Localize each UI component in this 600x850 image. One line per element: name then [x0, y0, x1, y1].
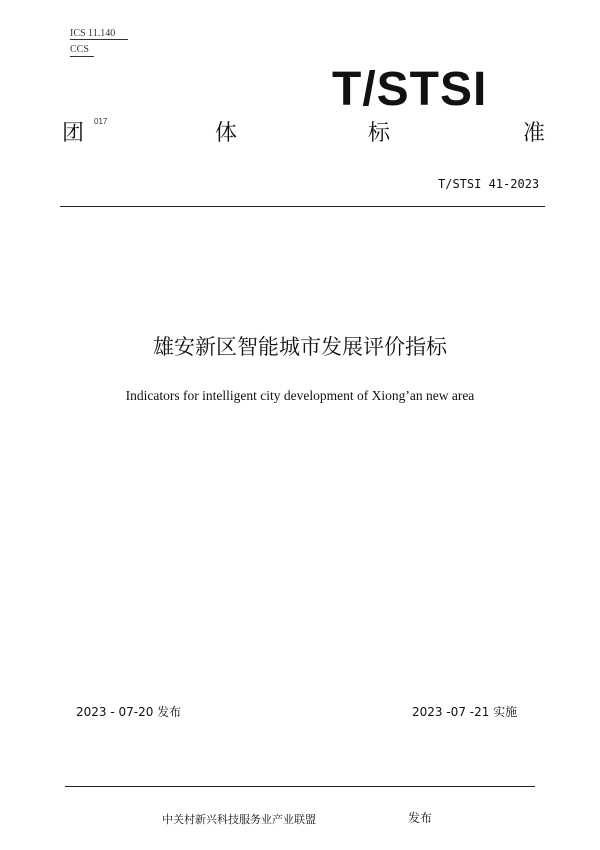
category-char-1: 团	[62, 121, 85, 146]
standard-brand: T/STSI	[332, 63, 488, 116]
footer-divider	[65, 786, 535, 787]
published-label: 发布	[408, 811, 433, 825]
ics-underline	[70, 39, 128, 40]
category-char-2: 体	[215, 121, 238, 146]
issue-date: 2023 - 07-20 发布	[76, 705, 182, 719]
ics-code: ICS 11.140	[70, 28, 116, 39]
category-char-3: 标	[368, 121, 391, 146]
standard-number: T/STSI 41-2023	[438, 177, 540, 191]
header-divider	[60, 206, 545, 207]
publisher-name: 中关村新兴科技服务业产业联盟	[162, 813, 316, 826]
document-title-en: Indicators for intelligent city development of Xiong’an new area	[125, 388, 475, 403]
implementation-date: 2023 -07 -21 实施	[412, 705, 518, 719]
ccs-code: CCS	[70, 44, 89, 55]
category-tag: 017	[94, 117, 108, 126]
category-char-4: 准	[523, 121, 546, 146]
ccs-underline	[70, 56, 94, 57]
document-title-zh: 雄安新区智能城市发展评价指标	[153, 335, 447, 359]
